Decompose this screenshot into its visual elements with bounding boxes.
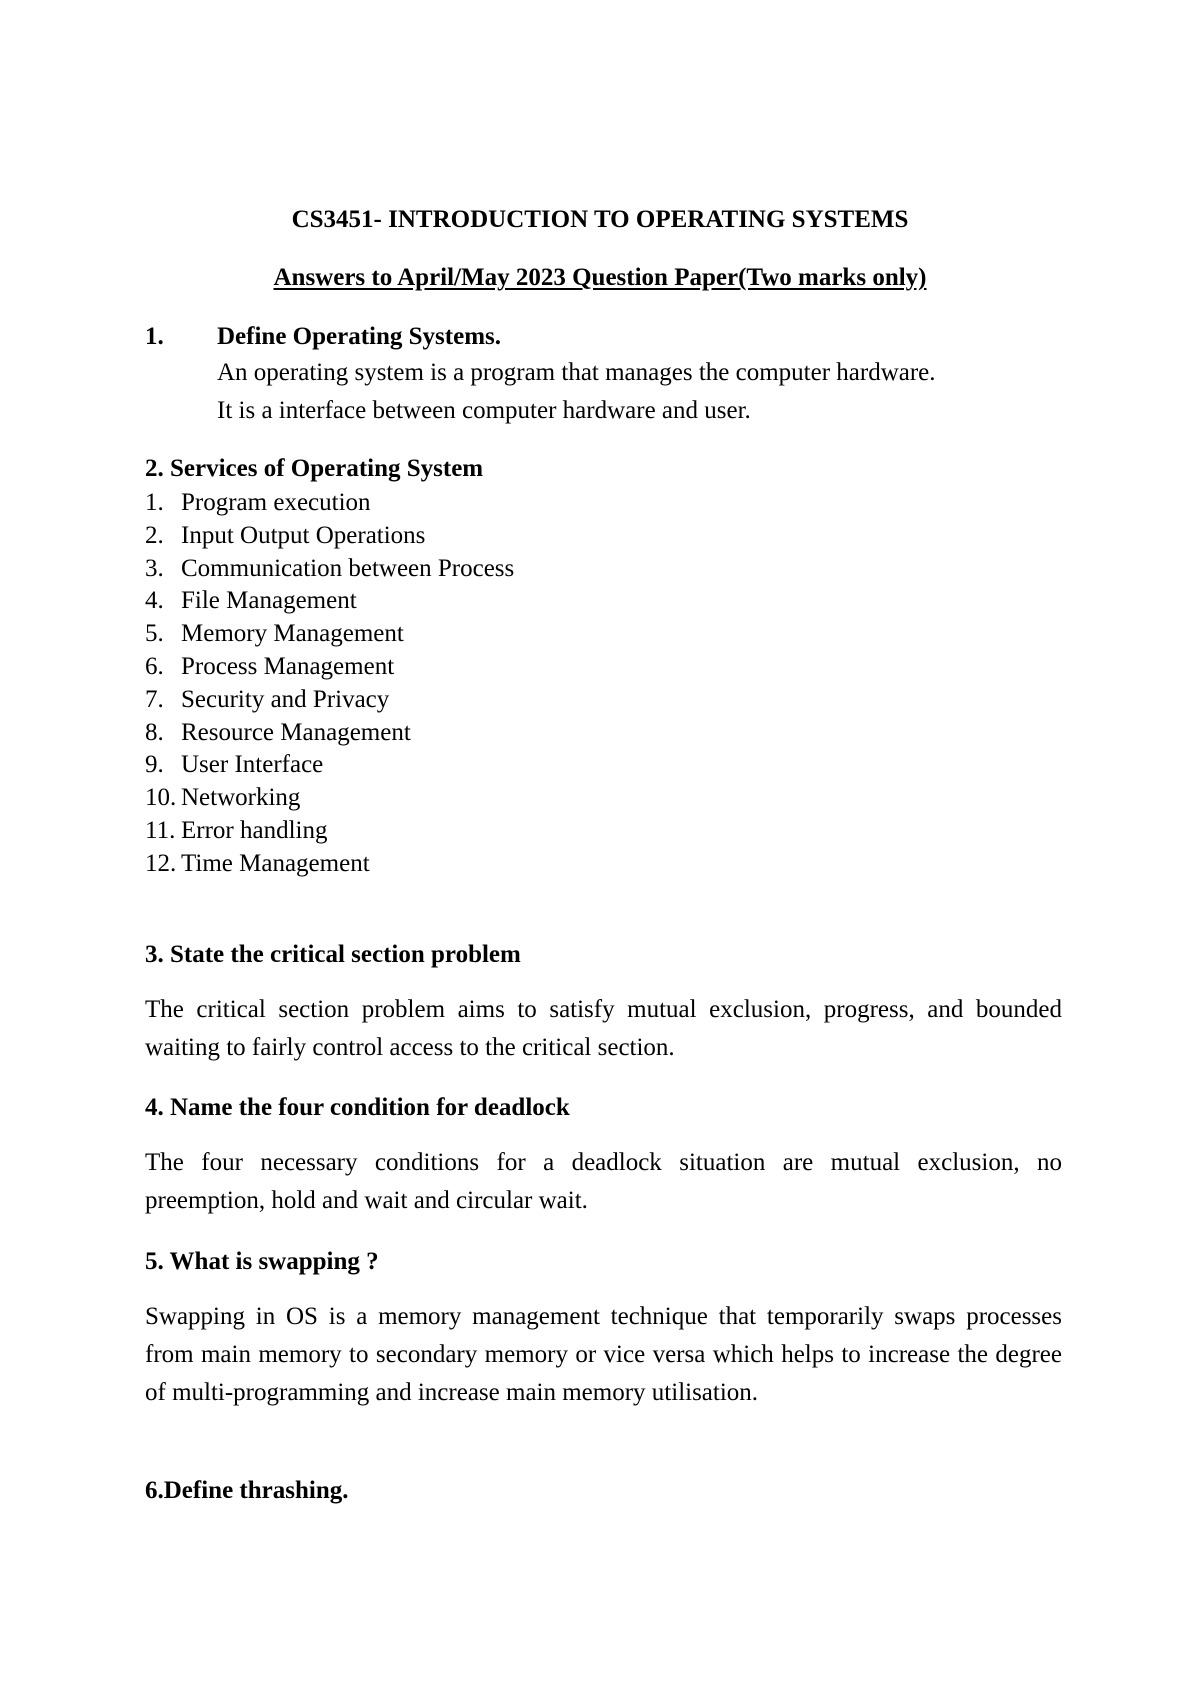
q4-heading: 4. Name the four condition for deadlock (145, 1094, 570, 1121)
list-item: 4. File Management (145, 587, 357, 615)
q1-answer-line-1: An operating system is a program that manages the computer hardware. (217, 359, 936, 386)
q1-answer-line-2: It is a interface between computer hardware and user. (217, 397, 751, 424)
list-item: 1. Program execution (145, 489, 371, 516)
q5-answer: Swapping in OS is a memory management technique that temporarily swaps processes from main memory to secondary memory or vice versa which helps to increase the degree of multi-programming and increase main memory utilisation. (145, 1303, 1062, 1406)
q2-heading: 2. Services of Operating System (145, 455, 484, 482)
q3-heading: 3. State the critical section problem (145, 941, 521, 968)
q5-heading: 5. What is swapping ? (145, 1248, 379, 1275)
list-item: 7. Security and Privacy (145, 685, 390, 713)
document-subtitle: Answers to April/May 2023 Question Paper(Two marks only) (273, 264, 927, 291)
list-item: 11. Error handling (145, 816, 328, 844)
list-item: 6. Process Management (145, 652, 395, 680)
q1-heading: Define Operating Systems. (217, 323, 501, 350)
list-item: 10. Networking (145, 784, 301, 812)
document-title: CS3451- INTRODUCTION TO OPERATING SYSTEMS (291, 206, 909, 233)
q3-answer: The critical section problem aims to satisfy mutual exclusion, progress, and bounded waiting to fairly control access to the critical section. (145, 996, 1062, 1061)
list-item: 2. Input Output Operations (145, 521, 426, 549)
list-item: 9. User Interface (145, 751, 324, 779)
q4-answer: The four necessary conditions for a deadlock situation are mutual exclusion, no preemption, hold and wait and circular wait. (145, 1149, 1062, 1214)
services-list (145, 487, 514, 881)
q6-heading: 6.Define thrashing. (145, 1477, 349, 1504)
list-item: 8. Resource Management (145, 718, 411, 746)
list-item: 5. Memory Management (145, 620, 404, 648)
q1-number: 1. (145, 323, 164, 350)
list-item: 12. Time Management (145, 849, 370, 877)
list-item: 3. Communication between Process (145, 554, 515, 582)
